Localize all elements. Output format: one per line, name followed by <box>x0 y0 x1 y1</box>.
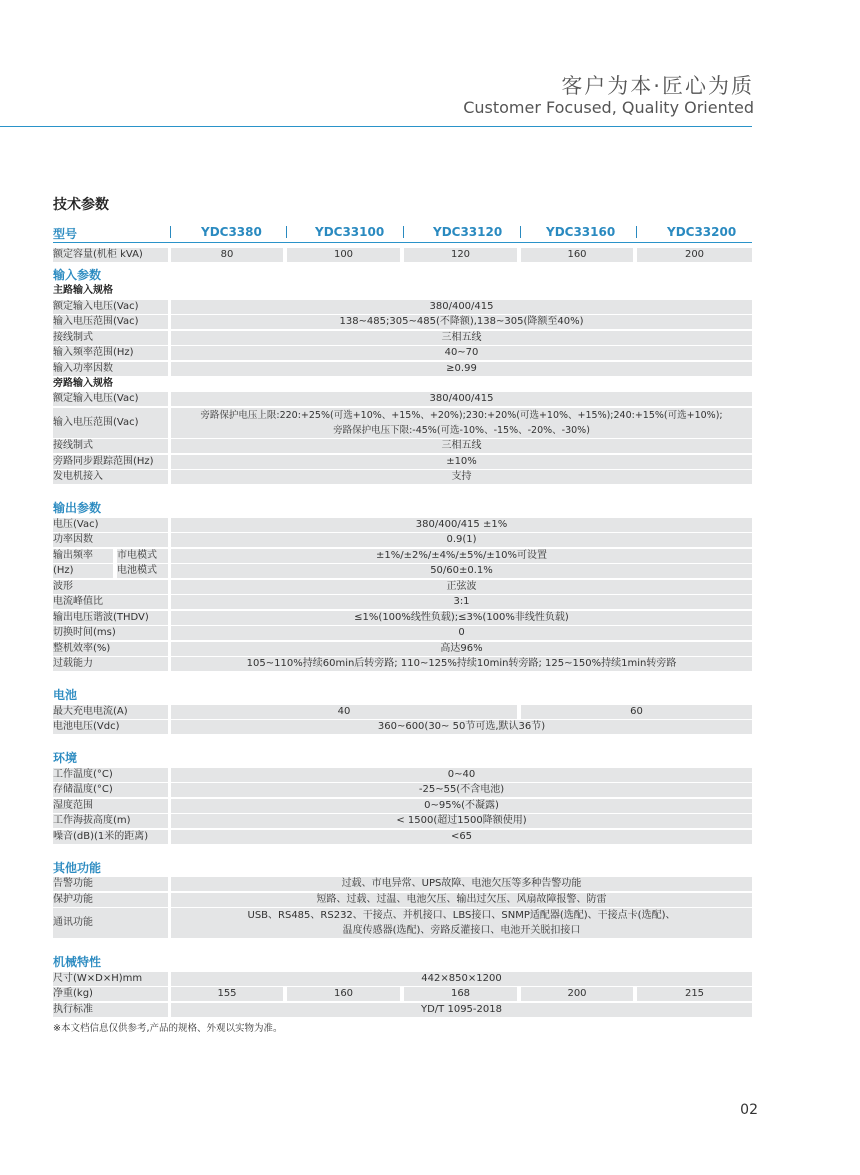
row-label: 噪音(dB)(1米的距离) <box>53 830 168 844</box>
cell-value: 0~95%(不凝露) <box>171 799 752 813</box>
row-label: 输出频率 <box>53 549 113 563</box>
group-title-input: 输入参数 <box>53 268 102 282</box>
model-name: YDC3380 <box>201 225 262 239</box>
table-row <box>53 408 752 438</box>
row-label: 整机效率(%) <box>53 642 168 656</box>
cell-value: 0 <box>171 626 752 640</box>
footnote: ※本文档信息仅供参考,产品的规格、外观以实物为准。 <box>53 1022 283 1034</box>
table-row <box>53 580 752 594</box>
row-label: 电流峰值比 <box>53 595 168 609</box>
model-header-label: 型号 <box>53 227 78 241</box>
table-row <box>53 533 752 547</box>
cell-value: 40~70 <box>171 346 752 360</box>
table-row <box>53 830 752 844</box>
row-label: 输入电压范围(Vac) <box>53 315 168 329</box>
row-label: 额定输入电压(Vac) <box>53 300 168 314</box>
cell-value: 442×850×1200 <box>171 972 752 986</box>
row-label: 输入电压范围(Vac) <box>53 408 168 438</box>
table-row <box>53 595 752 609</box>
cell-value: 120 <box>404 248 517 262</box>
cell-value: ±1%/±2%/±4%/±5%/±10%可设置 <box>171 549 752 563</box>
table-row <box>53 972 752 986</box>
table-row <box>53 893 752 907</box>
table-row <box>53 248 752 262</box>
header-en: Customer Focused, Quality Oriented <box>463 98 754 117</box>
cell-value: 100 <box>287 248 400 262</box>
section-title: 技术参数 <box>53 197 109 213</box>
header-separator <box>403 226 404 238</box>
cell-value: 160 <box>287 987 400 1001</box>
cell-value: 138~485;305~485(不降额),138~305(降额至40%) <box>171 315 752 329</box>
row-label: 尺寸(W×D×H)mm <box>53 972 168 986</box>
table-row <box>53 518 752 532</box>
table-row <box>53 814 752 828</box>
row-label: 存储温度(°C) <box>53 783 168 797</box>
group-title-output: 输出参数 <box>53 501 102 515</box>
table-row <box>53 392 752 406</box>
header-separator <box>636 226 637 238</box>
row-label: 功率因数 <box>53 533 168 547</box>
row-label: 湿度范围 <box>53 799 168 813</box>
group-title-other: 其他功能 <box>53 860 102 875</box>
table-row <box>53 470 752 484</box>
cell-line: USB、RS485、RS232、干接点、并机接口、LBS接口、SNMP适配器(选配)、干接点卡(选配)、 <box>247 910 676 921</box>
row-sublabel: 市电模式 <box>117 549 168 563</box>
cell-value: 168 <box>404 987 517 1001</box>
cell-value: 40 <box>171 705 517 719</box>
table-row <box>53 300 752 314</box>
cell-line: 温度传感器(选配)、旁路反灌接口、电池开关脱扣接口 <box>342 925 581 936</box>
row-label: 切换时间(ms) <box>53 626 168 640</box>
spec-table <box>53 222 752 1034</box>
table-row <box>53 987 752 1001</box>
table-row <box>53 455 752 469</box>
table-row <box>53 1003 752 1017</box>
cell-value: 3:1 <box>171 595 752 609</box>
cell-value: 三相五线 <box>171 439 752 453</box>
cell-value: 50/60±0.1% <box>171 564 752 578</box>
cell-value: 60 <box>521 705 752 719</box>
row-label: 净重(kg) <box>53 987 168 1001</box>
table-row <box>53 768 752 782</box>
cell-value: 160 <box>521 248 633 262</box>
header-separator <box>170 226 171 238</box>
cell-line: 旁路保护电压下限:-45%(可选-10%、-15%、-20%、-30%) <box>333 424 590 436</box>
group-title-battery: 电池 <box>53 688 78 702</box>
row-label: 输出电压谐波(THDV) <box>53 611 168 625</box>
table-row <box>53 642 752 656</box>
cell-value: 380/400/415 <box>171 300 752 314</box>
table-row <box>53 439 752 453</box>
cell-value: <65 <box>171 830 752 844</box>
cell-value: 105~110%持续60min后转旁路; 110~125%持续10min转旁路; 125~150%持续1min转旁路 <box>171 657 752 671</box>
cell-value: ≥0.99 <box>171 362 752 376</box>
table-row <box>53 720 752 734</box>
header-separator <box>286 226 287 238</box>
cell-value: 200 <box>521 987 633 1001</box>
row-label: 保护功能 <box>53 893 168 907</box>
table-row <box>53 346 752 360</box>
row-label: 旁路同步跟踪范围(Hz) <box>53 455 168 469</box>
cell-value: YD/T 1095-2018 <box>171 1003 752 1017</box>
cell-value: < 1500(超过1500降额使用) <box>171 814 752 828</box>
table-row <box>53 783 752 797</box>
cell-value: 200 <box>637 248 752 262</box>
table-row <box>53 611 752 625</box>
table-row <box>53 626 752 640</box>
cell-value: 155 <box>171 987 283 1001</box>
subgroup-title-main: 主路输入规格 <box>53 285 113 296</box>
cell-value: 360~600(30~ 50节可选,默认36节) <box>171 720 752 734</box>
cell-value: 短路、过载、过温、电池欠压、输出过欠压、风扇故障报警、防雷 <box>171 893 752 907</box>
row-label: 最大充电电流(A) <box>53 705 168 719</box>
row-label: 接线制式 <box>53 331 168 345</box>
cell-value: 215 <box>637 987 752 1001</box>
row-label: 电池电压(Vdc) <box>53 720 168 734</box>
row-label: 输入功率因数 <box>53 362 168 376</box>
row-label: 告警功能 <box>53 877 168 891</box>
cell-value: -25~55(不含电池) <box>171 783 752 797</box>
model-name: YDC33100 <box>315 225 385 239</box>
model-name: YDC33120 <box>433 225 503 239</box>
row-label: 执行标准 <box>53 1003 168 1017</box>
table-row <box>53 877 752 891</box>
group-title-mechanical: 机械特性 <box>53 955 102 969</box>
cell-value: 80 <box>171 248 283 262</box>
row-label: 电压(Vac) <box>53 518 168 532</box>
table-row <box>53 315 752 329</box>
row-label: 工作海拔高度(m) <box>53 814 168 828</box>
table-row <box>53 799 752 813</box>
header-cn: 客户为本·匠心为质 <box>561 74 754 98</box>
page-number: 02 <box>740 1102 758 1118</box>
table-row <box>53 362 752 376</box>
model-name: YDC33160 <box>546 225 616 239</box>
model-name: YDC33200 <box>667 225 737 239</box>
subgroup-title-bypass: 旁路输入规格 <box>53 377 113 389</box>
row-label: 接线制式 <box>53 439 168 453</box>
row-sublabel: 电池模式 <box>117 564 168 578</box>
table-row <box>53 908 752 938</box>
table-row <box>53 331 752 345</box>
row-label: 通讯功能 <box>53 908 168 938</box>
cell-value: 过载、市电异常、UPS故障、电池欠压等多种告警功能 <box>171 877 752 891</box>
cell-value: 三相五线 <box>171 331 752 345</box>
row-label: 工作温度(°C) <box>53 768 168 782</box>
cell-value <box>171 408 752 438</box>
group-title-environment: 环境 <box>53 751 78 765</box>
cell-value: 0~40 <box>171 768 752 782</box>
row-label: 输入频率范围(Hz) <box>53 346 168 360</box>
cell-value: 0.9(1) <box>171 533 752 547</box>
cell-value <box>171 908 752 938</box>
table-header <box>53 222 752 243</box>
row-label: (Hz) <box>53 564 113 578</box>
cell-value: 正弦波 <box>171 580 752 594</box>
cell-value: 高达96% <box>171 642 752 656</box>
cell-value: 380/400/415 ±1% <box>171 518 752 532</box>
cell-value: ±10% <box>171 455 752 469</box>
row-label: 过载能力 <box>53 657 168 671</box>
table-row <box>53 657 752 671</box>
cell-value: 380/400/415 <box>171 392 752 406</box>
row-label: 发电机接入 <box>53 470 168 484</box>
cell-value: ≤1%(100%线性负载);≤3%(100%非线性负载) <box>171 611 752 625</box>
row-label: 额定输入电压(Vac) <box>53 392 168 406</box>
header-divider <box>0 126 752 127</box>
row-label: 额定容量(机柜 kVA) <box>53 248 168 262</box>
cell-line: 旁路保护电压上限:220:+25%(可选+10%、+15%、+20%);230:+20%(可选+10%、+15%);240:+15%(可选+10%); <box>200 409 723 421</box>
header-separator <box>520 226 521 238</box>
cell-value: 支持 <box>171 470 752 484</box>
row-label: 波形 <box>53 580 168 594</box>
table-row <box>53 564 752 578</box>
table-row <box>53 705 752 719</box>
table-row <box>53 549 752 563</box>
